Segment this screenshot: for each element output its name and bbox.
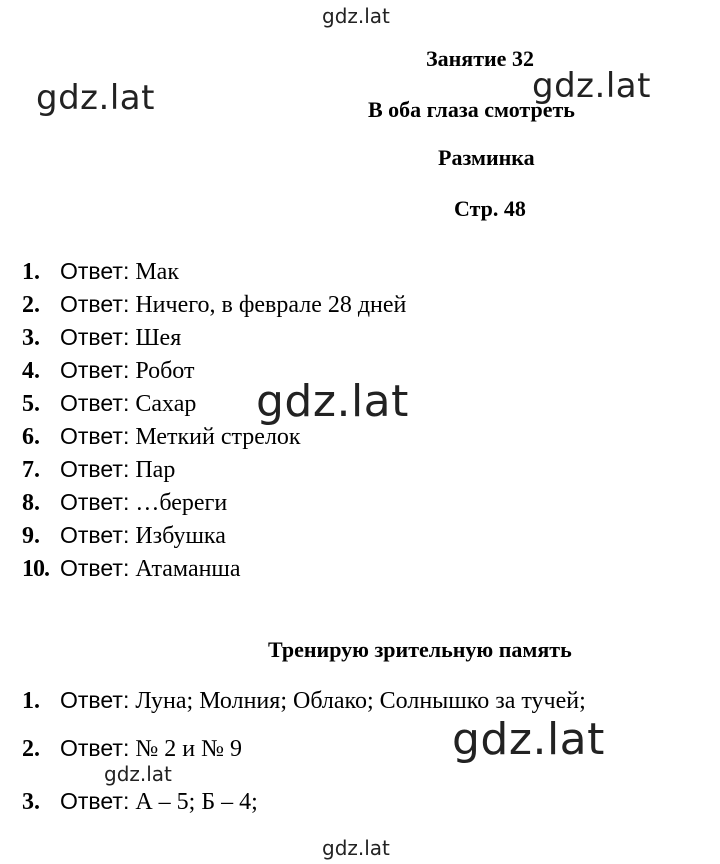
- watermark-top: gdz.lat: [322, 4, 390, 28]
- watermark-bottom: gdz.lat: [322, 836, 390, 860]
- watermark-lower-right: gdz.lat: [452, 714, 605, 765]
- list-item: 8. Ответ: …береги: [22, 489, 228, 516]
- watermark-lower-left: gdz.lat: [104, 762, 172, 786]
- list-item: 10. Ответ: Атаманша: [22, 555, 241, 582]
- lesson-subtitle: В оба глаза смотреть: [368, 97, 575, 122]
- list-item: 2. Ответ: Ничего, в феврале 28 дней: [22, 291, 407, 318]
- page-number: Стр. 48: [454, 196, 526, 221]
- watermark-right: gdz.lat: [532, 66, 651, 106]
- watermark-left: gdz.lat: [36, 78, 155, 118]
- memory-section-title: Тренирую зрительную память: [268, 637, 572, 662]
- list-item: 3. Ответ: Шея: [22, 324, 182, 351]
- list-item: 2. Ответ: № 2 и № 9: [22, 735, 242, 762]
- list-item: 1. Ответ: Мак: [22, 258, 179, 285]
- lesson-title: Занятие 32: [426, 46, 534, 71]
- list-item: 3. Ответ: А – 5; Б – 4;: [22, 788, 258, 815]
- list-item: 7. Ответ: Пар: [22, 456, 176, 483]
- list-item: 4. Ответ: Робот: [22, 357, 195, 384]
- section-title: Разминка: [438, 145, 535, 170]
- watermark-center: gdz.lat: [256, 376, 409, 427]
- list-item: 5. Ответ: Сахар: [22, 390, 197, 417]
- list-item: 9. Ответ: Избушка: [22, 522, 226, 549]
- list-item: 6. Ответ: Меткий стрелок: [22, 423, 301, 450]
- list-item: 1. Ответ: Луна; Молния; Облако; Солнышко за тучей;: [22, 687, 586, 714]
